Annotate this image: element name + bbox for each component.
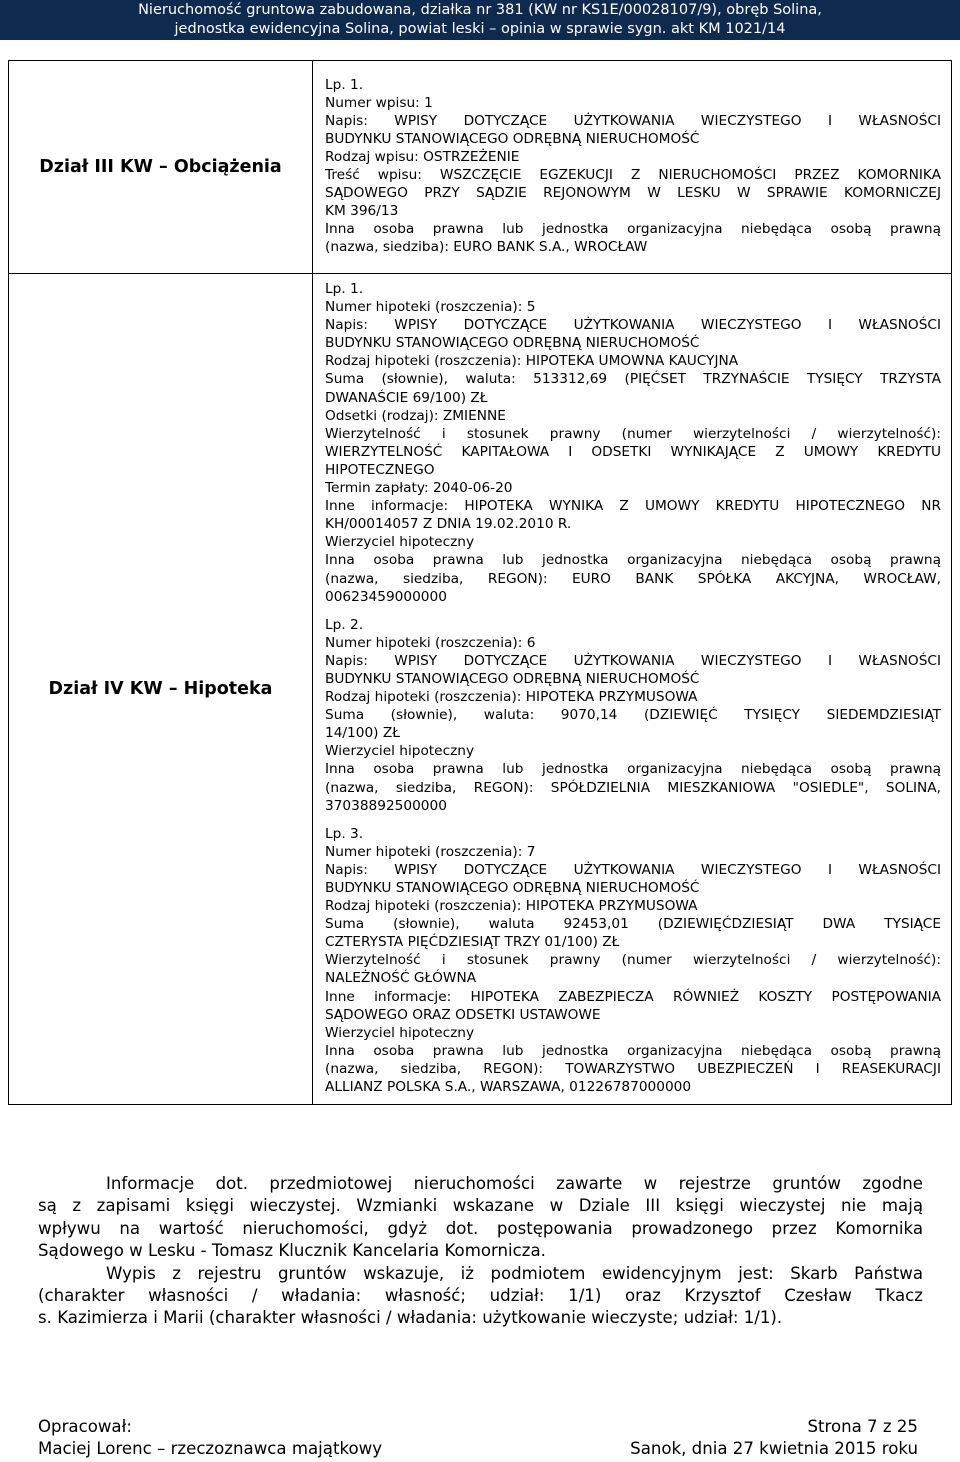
entry-line: WIERZYTELNOŚĆ KAPITAŁOWA I ODSETKI WYNIKAJĄCE Z UMOWY KREDYTU (325, 443, 941, 460)
paragraph-line: wpływu na wartość nieruchomości, gdyż dot. postępowania prowadzonego przez Komornika (38, 1218, 923, 1238)
footer-author-name: Maciej Lorenc – rzeczoznawca majątkowy (38, 1439, 383, 1458)
entry-line: 14/100) ZŁ (325, 725, 400, 742)
entry-line: Inna osoba prawna lub jednostka organizacyjna niebędąca osobą prawną (325, 761, 941, 778)
entry-line: (nazwa, siedziba, REGON): EURO BANK SPÓŁKA AKCYJNA, WROCŁAW, (325, 570, 941, 587)
entry-line: Rodzaj wpisu: OSTRZEŻENIE (325, 148, 520, 165)
entry-line: ALLIANZ POLSKA S.A., WARSZAWA, 01226787000000 (325, 1079, 692, 1096)
mortgage-entry-2 (325, 616, 941, 815)
paragraph-line: s. Kazimierza i Marii (charakter własności / władania: użytkowanie wieczyste; udział: 1/1). (38, 1308, 783, 1328)
dzial-iv-label: Dział IV KW – Hipoteka (9, 274, 313, 1105)
paragraph-line: są z zapisami księgi wieczystej. Wzmianki wskazane w Dziale III księgi wieczystej nie mają (38, 1196, 923, 1216)
entry-line: Lp. 2. (325, 616, 364, 633)
paragraph-line: (charakter własności / władania: własność; udział: 1/1) oraz Krzysztof Czesław Tkacz (38, 1286, 923, 1306)
footer-author (38, 1416, 382, 1460)
paragraph-line: Informacje dot. przedmiotowej nieruchomości zawarte w rejestrze gruntów zgodne (106, 1174, 923, 1193)
page-header (0, 0, 960, 40)
dzial-iii-label: Dział III KW – Obciążenia (9, 61, 313, 274)
dzial-iii-row (9, 61, 952, 274)
header-line-1: Nieruchomość gruntowa zabudowana, działka nr 381 (KW nr KS1E/00028107/9), obręb Solina, (138, 2, 822, 18)
entry-line: Lp. 1. (325, 76, 364, 93)
mortgage-entry-3 (325, 825, 941, 1096)
entry-line: (nazwa, siedziba, REGON): SPÓŁDZIELNIA MIESZKANIOWA "OSIEDLE", SOLINA, (325, 779, 941, 796)
entry-line: Lp. 1. (325, 281, 364, 297)
entry-line: Rodzaj hipoteki (roszczenia): HIPOTEKA PRZYMUSOWA (325, 689, 698, 706)
entry-line: BUDYNKU STANOWIĄCEGO ODRĘBNĄ NIERUCHOMOŚĆ (325, 880, 700, 896)
entry-line: NALEŻNOŚĆ GŁÓWNA (325, 970, 477, 987)
entry-line: Numer wpisu: 1 (325, 94, 433, 111)
entry-line: Napis: WPISY DOTYCZĄCE UŻYTKOWANIA WIECZYSTEGO I WŁASNOŚCI (325, 652, 941, 669)
dzial-iv-content (313, 274, 952, 1105)
entry-line: Numer hipoteki (roszczenia): 7 (325, 843, 536, 860)
entry-line: Odsetki (rodzaj): ZMIENNE (325, 407, 506, 424)
entry-line: (nazwa, siedziba, REGON): TOWARZYSTWO UBEZPIECZEŃ I REASEKURACJI (325, 1060, 941, 1077)
summary-paragraph-1 (38, 1173, 923, 1263)
entry-line: 00623459000000 (325, 588, 447, 605)
entry-line: CZTERYSTA PIĘĆDZIESIĄT TRZY 01/100) ZŁ (325, 934, 620, 951)
entry-line: BUDYNKU STANOWIĄCEGO ODRĘBNĄ NIERUCHOMOŚĆ (325, 130, 700, 147)
entry-line: Wierzytelność i stosunek prawny (numer wierzytelności / wierzytelność): (325, 952, 941, 969)
summary-text (38, 1173, 923, 1330)
entry-line: Inna osoba prawna lub jednostka organizacyjna niebędąca osobą prawną (325, 1042, 941, 1059)
footer-author-label: Opracował: (38, 1417, 132, 1436)
dzial-iii-entry (325, 76, 941, 257)
entry-line: DWANAŚCIE 69/100) ZŁ (325, 389, 488, 406)
footer-page-number: Strona 7 z 25 (807, 1417, 918, 1436)
entry-line: KH/00014057 Z DNIA 19.02.2010 R. (325, 516, 572, 533)
entry-line: Napis: WPISY DOTYCZĄCE UŻYTKOWANIA WIECZYSTEGO I WŁASNOŚCI (325, 317, 941, 334)
dzial-iii-content (313, 61, 952, 274)
entry-line: Suma (słownie), waluta: 513312,69 (PIĘĆSET TRZYNAŚCIE TYSIĘCY TRZYSTA (325, 371, 941, 388)
entry-line: BUDYNKU STANOWIĄCEGO ODRĘBNĄ NIERUCHOMOŚĆ (325, 670, 700, 687)
dzial-iv-row (9, 274, 952, 1105)
entry-line: Suma (słownie), waluta: 9070,14 (DZIEWIĘĆ TYSIĘCY SIEDEMDZIESIĄT (325, 707, 941, 724)
entry-line: Suma (słownie), waluta 92453,01 (DZIEWIĘĆDZIESIĄT DWA TYSIĄCE (325, 916, 941, 933)
entry-line: (nazwa, siedziba): EURO BANK S.A., WROCŁAW (325, 239, 648, 256)
entry-line: Inne informacje: HIPOTEKA WYNIKA Z UMOWY KREDYTU HIPOTECZNEGO NR (325, 498, 941, 515)
entry-line: Wierzyciel hipoteczny (325, 1024, 475, 1041)
entry-line: HIPOTECZNEGO (325, 461, 435, 478)
entry-line: Numer hipoteki (roszczenia): 6 (325, 634, 536, 651)
paragraph-line: Sądowego w Lesku - Tomasz Klucznik Kancelaria Komornicza. (38, 1241, 546, 1261)
entry-line: Wierzyciel hipoteczny (325, 534, 475, 551)
entry-line: Rodzaj hipoteki (roszczenia): HIPOTEKA UMOWNA KAUCYJNA (325, 353, 739, 370)
entry-line: Napis: WPISY DOTYCZĄCE UŻYTKOWANIA WIECZYSTEGO I WŁASNOŚCI (325, 112, 941, 129)
footer-place-date: Sanok, dnia 27 kwietnia 2015 roku (630, 1439, 918, 1458)
mortgage-entry-1 (325, 280, 941, 606)
entry-line: SĄDOWEGO ORAZ ODSETKI USTAWOWE (325, 1006, 601, 1023)
entry-line: Wierzytelność i stosunek prawny (numer wierzytelności / wierzytelność): (325, 425, 941, 442)
footer-page-info (630, 1416, 918, 1460)
entry-line: Napis: WPISY DOTYCZĄCE UŻYTKOWANIA WIECZYSTEGO I WŁASNOŚCI (325, 861, 941, 878)
paragraph-line: Wypis z rejestru gruntów wskazuje, iż podmiotem ewidencyjnym jest: Skarb Państwa (106, 1263, 923, 1283)
header-line-2: jednostka ewidencyjna Solina, powiat leski – opinia w sprawie sygn. akt KM 1021/14 (174, 21, 786, 37)
entry-line: Inna osoba prawna lub jednostka organizacyjna niebędąca osobą prawną (325, 552, 941, 569)
entry-line: Lp. 3. (325, 825, 364, 842)
entry-line: Inna osoba prawna lub jednostka organizacyjna niebędąca osobą prawną (325, 221, 941, 238)
entry-line: SĄDOWEGO PRZY SĄDZIE REJONOWYM W LESKU W SPRAWIE KOMORNICZEJ (325, 185, 941, 202)
entry-line: Numer hipoteki (roszczenia): 5 (325, 299, 536, 316)
entry-line: KM 396/13 (325, 203, 399, 220)
entry-line: Wierzyciel hipoteczny (325, 743, 475, 760)
entry-line: Inne informacje: HIPOTEKA ZABEZPIECZA RÓWNIEŻ KOSZTY POSTĘPOWANIA (325, 988, 941, 1005)
land-register-table (8, 60, 952, 1105)
entry-line: Termin zapłaty: 2040-06-20 (325, 480, 513, 497)
entry-line: 37038892500000 (325, 797, 447, 814)
entry-line: Rodzaj hipoteki (roszczenia): HIPOTEKA PRZYMUSOWA (325, 898, 698, 915)
summary-paragraph-2 (38, 1263, 923, 1330)
entry-line: BUDYNKU STANOWIĄCEGO ODRĘBNĄ NIERUCHOMOŚĆ (325, 335, 700, 352)
entry-line: Treść wpisu: WSZCZĘCIE EGZEKUCJI Z NIERUCHOMOŚCI PRZEZ KOMORNIKA (325, 167, 941, 183)
